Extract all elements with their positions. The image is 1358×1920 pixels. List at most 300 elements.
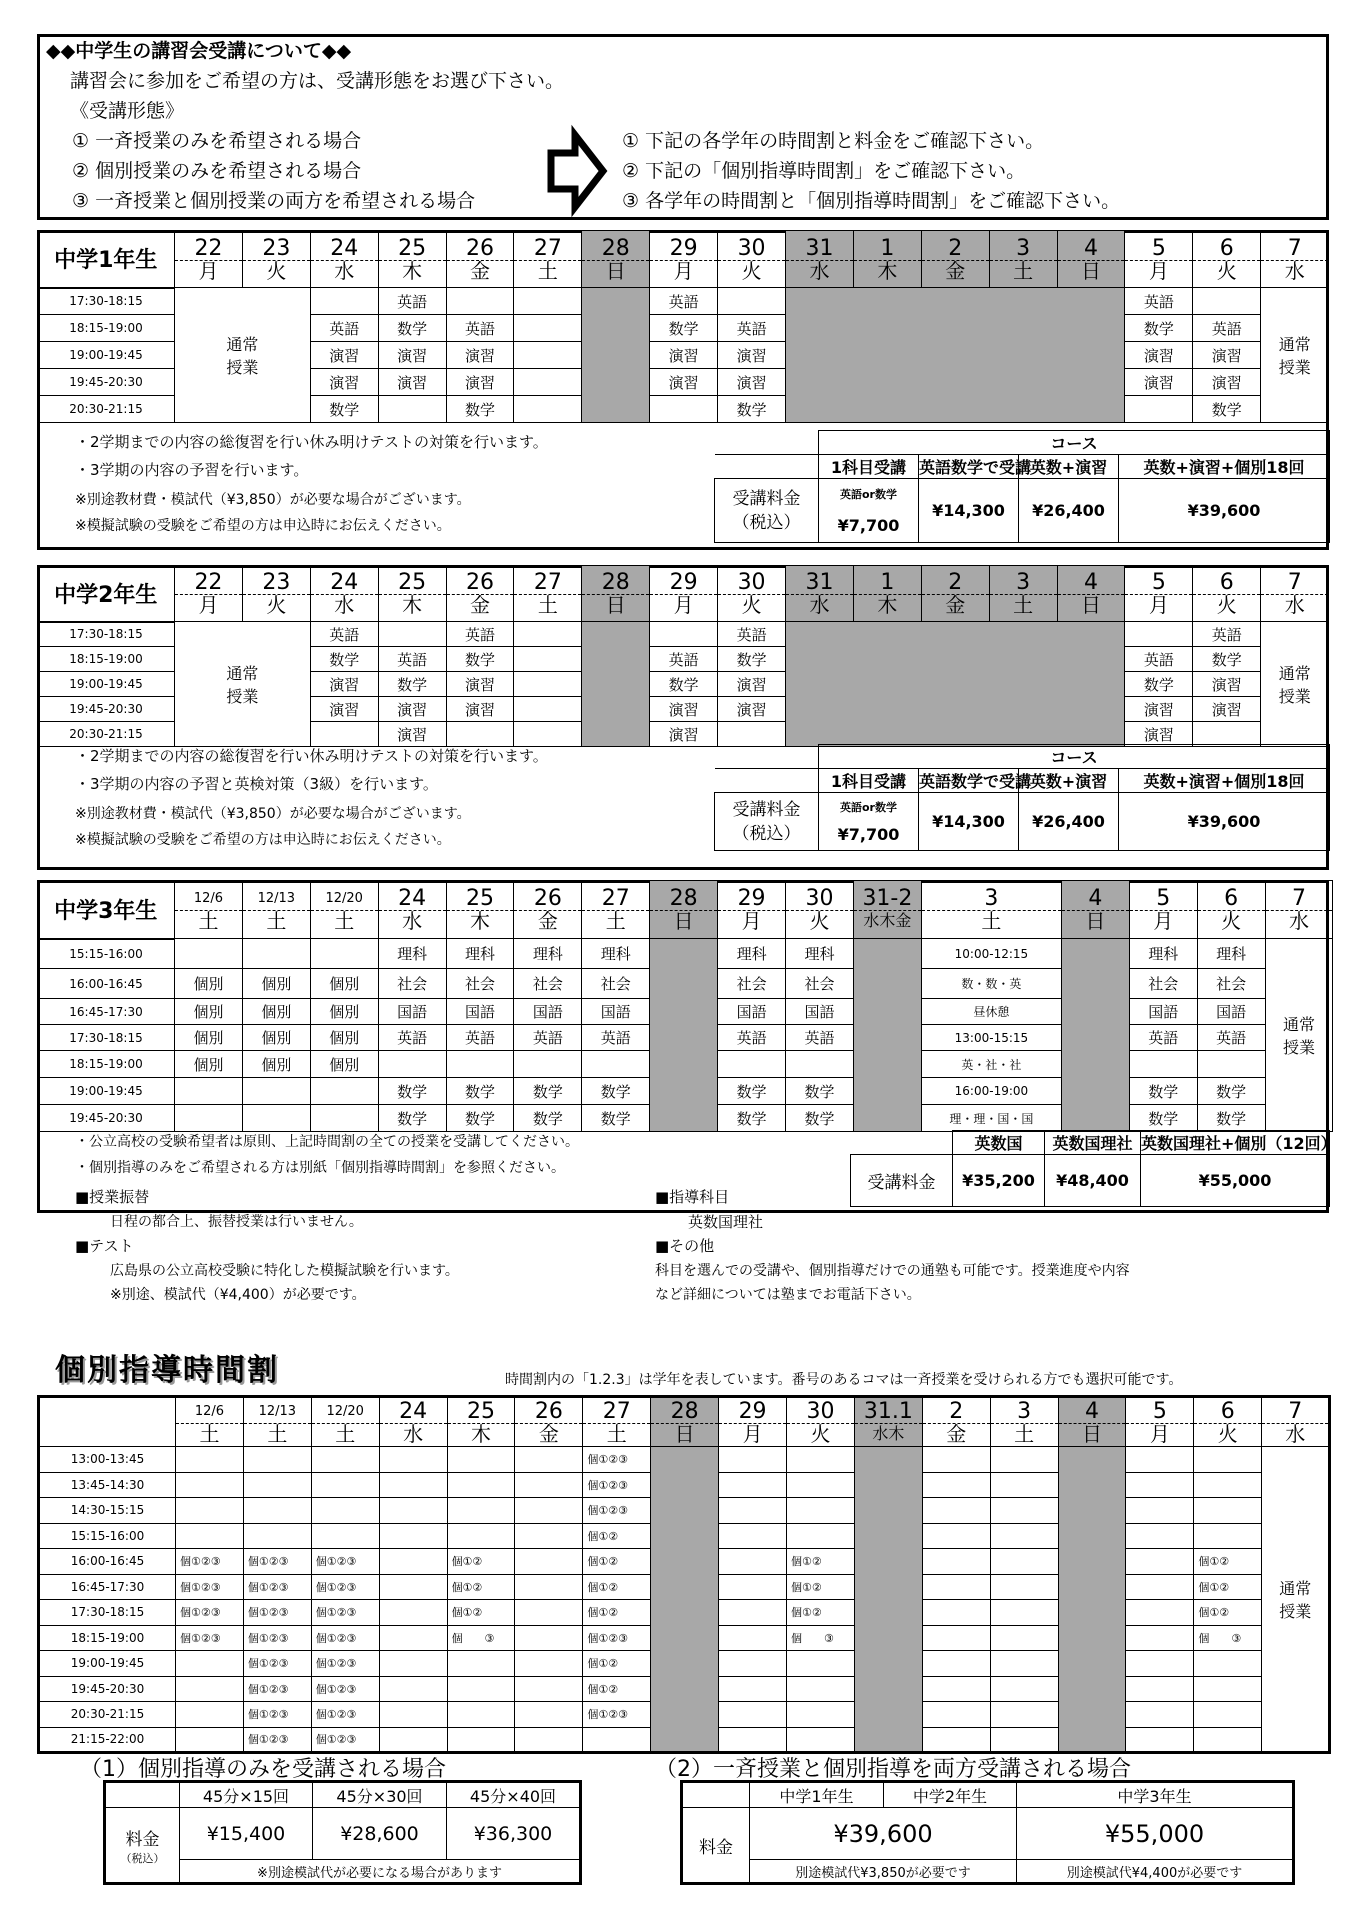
date: 2 [923, 1401, 990, 1424]
kobetsu-slot [787, 1498, 855, 1524]
kobetsu-slot: 個①② [787, 1574, 855, 1600]
special-time: 10:00-12:15 [921, 939, 1061, 969]
kobetsu-slot [719, 1523, 787, 1549]
fee-header: 1科目受講 [819, 455, 919, 479]
fee-value: ¥39,600 [1119, 793, 1330, 851]
kobetsu-slot: 個①② [1194, 1549, 1262, 1575]
kobetsu-slot [922, 1651, 990, 1677]
regular-class: 通常 授業 [175, 288, 311, 423]
kobetsu-slot [1126, 1498, 1194, 1524]
kobetsu-slot: 個①②③ [243, 1651, 311, 1677]
kobetsu-slot [515, 1498, 583, 1524]
kobetsu-slot: 個①②③ [243, 1549, 311, 1575]
kobetsu-slot [922, 1523, 990, 1549]
kobetsu-slot: 個①②③ [311, 1574, 379, 1600]
date: 31-2 [854, 888, 921, 911]
kobetsu-slot [379, 1549, 447, 1575]
kobetsu-slot [176, 1676, 244, 1702]
date: 28 [582, 238, 649, 261]
date: 28 [582, 572, 649, 595]
date: 2 [922, 572, 989, 595]
kobetsu-slot [719, 1498, 787, 1524]
kobetsu-slot [176, 1651, 244, 1677]
date: 24 [380, 1401, 447, 1424]
info-heading-subjects: ■指導科目 [655, 1188, 730, 1206]
date: 1 [854, 238, 921, 261]
date: 4 [1058, 238, 1125, 261]
kobetsu-slot: 個①②③ [243, 1600, 311, 1626]
time-slot: 15:15-16:00 [38, 939, 175, 969]
g3-note-1: ・公立高校の受験希望者は原則、上記時間割の全ての授業を受講してください。 [75, 1134, 579, 1150]
kobetsu-slot: 個 ③ [1194, 1625, 1262, 1651]
kobetsu-slot [1126, 1625, 1194, 1651]
g2-fee-table [714, 744, 1330, 851]
date: 12/13 [243, 888, 310, 911]
day: 木 [877, 258, 898, 283]
date: 30 [718, 572, 785, 595]
kobetsu-slot: 個①② [583, 1651, 651, 1677]
date: 27 [583, 1401, 650, 1424]
date: 28 [650, 888, 717, 911]
kobetsu-slot [1194, 1702, 1262, 1728]
kobetsu-slot [1126, 1549, 1194, 1575]
p2-header: 中学3年生 [1017, 1782, 1294, 1808]
kobetsu-slot [379, 1600, 447, 1626]
kobetsu-slot [1194, 1523, 1262, 1549]
day: 日 [605, 258, 626, 283]
info-transfer: 日程の都合上、振替授業は行いません。 [110, 1214, 363, 1230]
kobetsu-slot [243, 1498, 311, 1524]
special-subjects: 理・理・国・国 [921, 1105, 1061, 1132]
kobetsu-slot [1126, 1702, 1194, 1728]
kobetsu-slot [176, 1523, 244, 1549]
intro-line: 講習会に参加をご希望の方は、受講形態をお選び下さい。 [70, 70, 565, 92]
day: 木 [471, 1421, 491, 1446]
p1-table [103, 1780, 582, 1885]
kobetsu-slot [515, 1651, 583, 1677]
kobetsu-slot [990, 1498, 1058, 1524]
day: 火 [1221, 909, 1242, 933]
date: 5 [1125, 238, 1192, 261]
time-slot: 17:30-18:15 [39, 1600, 176, 1626]
kobetsu-slot [719, 1625, 787, 1651]
date: 3 [922, 888, 1061, 911]
date: 4 [1058, 572, 1125, 595]
form-left-3: ③ 一斉授業と個別授業の両方を希望される場合 [72, 190, 476, 212]
course-header: コース [819, 431, 1330, 455]
time-slot: 20:30-21:15 [38, 396, 175, 423]
date: 12/20 [311, 888, 378, 911]
kobetsu-slot [1194, 1447, 1262, 1473]
kobetsu-slot: 個①② [583, 1574, 651, 1600]
kobetsu-slot: 個①②③ [311, 1651, 379, 1677]
date: 2 [922, 238, 989, 261]
kobetsu-slot [447, 1447, 515, 1473]
date: 25 [379, 572, 446, 595]
regular-class: 通常 授業 [1261, 288, 1329, 423]
day: 日 [1081, 258, 1102, 283]
g1-note-3: ※別途教材費・模試代（¥3,850）が必要な場合がございます。 [75, 492, 471, 508]
kobetsu-slot [1194, 1651, 1262, 1677]
kobetsu-slot [1126, 1676, 1194, 1702]
kobetsu-slot [922, 1625, 990, 1651]
time-slot: 19:45-20:30 [39, 1676, 176, 1702]
kobetsu-slot: 個①②③ [176, 1549, 244, 1575]
p2-note: 別途模試代¥4,400が必要です [1017, 1860, 1294, 1884]
date: 27 [582, 888, 649, 911]
p2-table [680, 1780, 1295, 1885]
fee-header: 英語数学で受講 [919, 769, 1019, 793]
day: 土 [198, 909, 219, 933]
day: 土 [335, 1421, 356, 1446]
date: 23 [243, 572, 310, 595]
day: 火 [810, 1421, 831, 1446]
time-slot: 19:45-20:30 [38, 369, 175, 396]
regular-class: 通常 授業 [175, 622, 311, 747]
day: 水木 [872, 1423, 905, 1443]
date: 26 [515, 1401, 582, 1424]
kobetsu-slot [787, 1523, 855, 1549]
day: 火 [1216, 593, 1237, 617]
date: 22 [175, 572, 242, 595]
kobetsu-slot: 個①②③ [583, 1472, 651, 1498]
day: 月 [1148, 593, 1169, 617]
kobetsu-slot [1126, 1472, 1194, 1498]
kobetsu-slot [1126, 1727, 1194, 1753]
closed-day [1058, 1447, 1126, 1753]
kobetsu-slot [243, 1523, 311, 1549]
date: 29 [650, 572, 717, 595]
kobetsu-slot [379, 1472, 447, 1498]
fee-value: ¥7,700 [837, 825, 900, 844]
fee-value: ¥35,200 [953, 1155, 1045, 1207]
time-slot: 20:30-21:15 [38, 722, 175, 747]
g2-note-1: ・2学期までの内容の総復習を行い休み明けテストの対策を行います。 [75, 747, 548, 765]
kobetsu-slot [1126, 1574, 1194, 1600]
kobetsu-title: 個別指導時間割 [55, 1353, 279, 1388]
day: 木 [402, 258, 423, 283]
day: 木 [402, 593, 423, 617]
kobetsu-slot [787, 1676, 855, 1702]
g1-note-4: ※模擬試験の受験をご希望の方は申込時にお伝えください。 [75, 518, 451, 534]
kobetsu-slot: 個①② [583, 1523, 651, 1549]
info-heading-transfer: ■授業振替 [75, 1188, 150, 1206]
day: 土 [537, 593, 558, 617]
day: 日 [674, 1421, 695, 1446]
kobetsu-slot [787, 1651, 855, 1677]
fee-value: ¥26,400 [1019, 793, 1119, 851]
day: 土 [267, 1421, 288, 1446]
day: 水 [809, 258, 830, 283]
kobetsu-slot [922, 1702, 990, 1728]
kobetsu-slot [990, 1447, 1058, 1473]
kobetsu-slot [515, 1549, 583, 1575]
grade1-schedule: 中学1年生 22 月 23 火 24 水 25 木 26 金 27 土 28 日 29 月 30 火 31 水 1 木 2 金 3 土 4 日 5 月 6 火 7 水 17:30-18:15 通常 授業 英語 英語 英語 通常 授業 18:15-19:00 英語 数学 英語 数学 英語 数学 英語 19:00-19:45 演習 演習 演習 演習 演習 演習 演習 19:45-20:30 演習 演習 演習 演習 演習 演習 演習 20:30-21:15 数学 数学 数学 数学 [37, 230, 1329, 423]
grade3-schedule: 中学3年生 12/6 土 12/13 土 12/20 土 24 水 25 木 26 金 27 土 28 日 29 月 30 火 31-2 水木金 3 土 4 日 5 月 6 火 7 水 15:15-16:00 理科 理科 理科 理科 理科 理科 10:00-12:15 理科 理科 通常 授業 16:00-16:45 個別 個別 個別 社会 社会 社会 社会 社会 社会 数・数・英 社会 社会 16:45-17:30 個別 個別 個別 国語 国語 国語 国語 国語 国語 昼休憩 国語 国語 17:30-18:15 個別 個別 個別 英語 英語 英語 英語 英語 英語 13:00-15:15 英語 英語 18:15-19:00 個別 個別 個別 英・社・社 19:00-19:45 数学 数学 数学 数学 数学 数学 16:00-19:00 数学 数学 19:45-20:30 数学 数学 数学 数学 数学 数学 理・理・国・国 数学 数学 [37, 880, 1333, 1132]
kobetsu-slot [311, 1498, 379, 1524]
fee-header: 英数+演習 [1019, 455, 1119, 479]
kobetsu-slot [719, 1549, 787, 1575]
special-subjects: 英・社・社 [921, 1051, 1061, 1078]
kobetsu-slot [515, 1472, 583, 1498]
date: 24 [379, 888, 446, 911]
date: 6 [1193, 572, 1260, 595]
date: 6 [1194, 1401, 1261, 1424]
kobetsu-slot: 個①②③ [243, 1727, 311, 1753]
date: 7 [1261, 572, 1328, 595]
day: 火 [1216, 258, 1237, 283]
kobetsu-slot [719, 1727, 787, 1753]
kobetsu-slot [719, 1600, 787, 1626]
kobetsu-slot: 個①② [1194, 1600, 1262, 1626]
g2-note-3: ※別途教材費・模試代（¥3,850）が必要な場合がございます。 [75, 806, 471, 822]
date: 24 [311, 572, 378, 595]
date: 7 [1266, 888, 1333, 911]
kobetsu-slot [922, 1676, 990, 1702]
time-slot: 14:30-15:15 [39, 1498, 176, 1524]
kobetsu-slot [379, 1625, 447, 1651]
day: 土 [605, 909, 626, 933]
date: 6 [1198, 888, 1265, 911]
kobetsu-slot: 個①②③ [583, 1447, 651, 1473]
kobetsu-slot: 個①②③ [583, 1498, 651, 1524]
day: 土 [1014, 1421, 1035, 1446]
kobetsu-slot [990, 1574, 1058, 1600]
kobetsu-slot [719, 1574, 787, 1600]
time-slot: 16:45-17:30 [38, 999, 175, 1025]
kobetsu-slot [379, 1702, 447, 1728]
kobetsu-slot [1194, 1727, 1262, 1753]
day: 月 [1149, 1421, 1170, 1446]
p1-note: ※別途模試代が必要になる場合があります [180, 1860, 581, 1884]
day: 金 [945, 593, 966, 617]
date: 5 [1130, 888, 1197, 911]
grade2-title: 中学2年生 [38, 566, 175, 622]
fee-value: ¥14,300 [919, 479, 1019, 543]
date: 12/6 [176, 1401, 243, 1424]
date: 26 [447, 572, 514, 595]
fee-value: ¥39,600 [1119, 479, 1330, 543]
date: 26 [514, 888, 581, 911]
kobetsu-slot [447, 1702, 515, 1728]
kobetsu-slot [311, 1472, 379, 1498]
date: 31.1 [855, 1401, 922, 1424]
p2-title: （2）一斉授業と個別指導を両方受講される場合 [655, 1757, 1131, 1782]
kobetsu-slot [787, 1702, 855, 1728]
p1-title: （1）個別指導のみを受講される場合 [80, 1757, 446, 1782]
date: 24 [311, 238, 378, 261]
date: 5 [1125, 572, 1192, 595]
day: 金 [537, 909, 558, 933]
p2-header: 中学1年生 [750, 1782, 884, 1808]
kobetsu-slot [922, 1549, 990, 1575]
p2-value: ¥55,000 [1017, 1808, 1294, 1860]
day: 木 [877, 593, 898, 617]
fee-value: ¥26,400 [1019, 479, 1119, 543]
kobetsu-slot: 個①②③ [311, 1702, 379, 1728]
kobetsu-slot [379, 1523, 447, 1549]
kobetsu-slot [719, 1702, 787, 1728]
day: 月 [742, 1421, 763, 1446]
day: 月 [673, 593, 694, 617]
kobetsu-slot [515, 1676, 583, 1702]
date: 29 [719, 1401, 786, 1424]
intro-title: ◆◆中学生の講習会受講について◆◆ [46, 40, 352, 62]
info-heading-test: ■テスト [75, 1237, 134, 1255]
kobetsu-slot [719, 1676, 787, 1702]
day: 土 [1013, 593, 1034, 617]
date: 12/20 [312, 1401, 379, 1424]
g2-note-4: ※模擬試験の受験をご希望の方は申込時にお伝えください。 [75, 832, 451, 848]
day: 月 [1148, 258, 1169, 283]
date: 7 [1261, 238, 1328, 261]
grade1-title: 中学1年生 [38, 231, 175, 288]
date: 25 [448, 1401, 515, 1424]
info-heading-other: ■その他 [655, 1237, 715, 1255]
kobetsu-slot [447, 1472, 515, 1498]
day: 日 [1085, 909, 1106, 933]
date: 3 [990, 238, 1057, 261]
kobetsu-slot [447, 1676, 515, 1702]
kobetsu-slot [583, 1727, 651, 1753]
kobetsu-slot [1126, 1523, 1194, 1549]
kobetsu-slot [379, 1498, 447, 1524]
kobetsu-slot [176, 1702, 244, 1728]
g3-note-2: ・個別指導のみをご希望される方は別紙「個別指導時間割」を参照ください。 [75, 1160, 565, 1176]
kobetsu-slot [176, 1727, 244, 1753]
day: 月 [741, 909, 762, 933]
day: 土 [1013, 258, 1034, 283]
date: 29 [718, 888, 785, 911]
day: 日 [605, 593, 626, 617]
time-slot: 18:15-19:00 [38, 315, 175, 342]
kobetsu-slot: 個①②③ [176, 1625, 244, 1651]
day: 土 [266, 909, 287, 933]
kobetsu-slot [922, 1600, 990, 1626]
kobetsu-slot [1194, 1472, 1262, 1498]
p2-label: 料金 [682, 1808, 750, 1884]
kobetsu-slot: 個①②③ [311, 1625, 379, 1651]
kobetsu-slot [990, 1625, 1058, 1651]
kobetsu-slot [990, 1549, 1058, 1575]
kobetsu-slot [1126, 1447, 1194, 1473]
date: 30 [787, 1401, 854, 1424]
fee-header: 英数国 [953, 1131, 1045, 1155]
kobetsu-slot [311, 1523, 379, 1549]
p1-sub: （税込） [120, 1851, 165, 1865]
grade3-title: 中学3年生 [38, 881, 175, 939]
date: 23 [243, 238, 310, 261]
day: 月 [198, 258, 219, 283]
kobetsu-slot [311, 1447, 379, 1473]
day: 火 [741, 593, 762, 617]
date: 27 [514, 238, 581, 261]
date: 30 [786, 888, 853, 911]
kobetsu-slot [379, 1727, 447, 1753]
time-slot: 21:15-22:00 [39, 1727, 176, 1753]
g1-fee-table [714, 430, 1330, 543]
kobetsu-slot [719, 1447, 787, 1473]
day: 金 [946, 1421, 967, 1446]
fee-label: 受講料金 （税込） [715, 793, 819, 851]
kobetsu-slot [515, 1447, 583, 1473]
kobetsu-slot: 個①② [447, 1574, 515, 1600]
fee-header: 英数+演習+個別18回 [1119, 769, 1330, 793]
date: 4 [1059, 1401, 1126, 1424]
kobetsu-slot: 個①②③ [176, 1574, 244, 1600]
kobetsu-slot: 個①②③ [243, 1702, 311, 1728]
kobetsu-slot: 個①②③ [243, 1574, 311, 1600]
fee-sub: 英語or数学 [840, 488, 897, 501]
time-slot: 18:15-19:00 [38, 647, 175, 672]
kobetsu-slot: 個①② [787, 1549, 855, 1575]
kobetsu-slot [515, 1727, 583, 1753]
kobetsu-slot [515, 1523, 583, 1549]
time-slot: 19:00-19:45 [38, 342, 175, 369]
fee-header: 英語数学で受講 [919, 455, 1019, 479]
day: 火 [809, 909, 830, 933]
kobetsu-slot [922, 1574, 990, 1600]
day: 土 [199, 1421, 220, 1446]
kobetsu-slot [922, 1472, 990, 1498]
day: 火 [266, 258, 287, 283]
time-slot: 18:15-19:00 [39, 1625, 176, 1651]
course-header: コース [819, 745, 1330, 769]
kobetsu-slot [515, 1600, 583, 1626]
date: 5 [1126, 1401, 1193, 1424]
kobetsu-slot [515, 1574, 583, 1600]
p2-value: ¥39,600 [750, 1808, 1017, 1860]
info-other-1: 科目を選んでの受講や、個別指導だけでの通塾も可能です。授業進度や内容 [655, 1263, 1130, 1279]
day: 木 [470, 909, 490, 933]
kobetsu-slot: 個①②③ [176, 1600, 244, 1626]
date: 29 [650, 238, 717, 261]
kobetsu-slot: 個①② [447, 1600, 515, 1626]
kobetsu-slot: 個①② [1194, 1574, 1262, 1600]
kobetsu-slot [990, 1472, 1058, 1498]
fee-value: ¥7,700 [837, 516, 900, 535]
g1-note-2: ・3学期の内容の予習を行います。 [75, 461, 309, 479]
p2-header: 中学2年生 [884, 1782, 1017, 1808]
kobetsu-slot: 個①② [583, 1549, 651, 1575]
grade2-schedule: 中学2年生 22 月 23 火 24 水 25 木 26 金 27 土 28 日 29 月 30 火 31 水 1 木 2 金 3 土 4 日 5 月 6 火 7 水 17:30-18:15 通常 授業 英語 英語 英語 英語 通常 授業 18:15-19:00 数学 英語 数学 英語 数学 英語 数学 19:00-19:45 演習 数学 演習 数学 演習 数学 演習 19:45-20:30 演習 演習 演習 演習 演習 演習 演習 20:30-21:15 演習 演習 演習 [37, 565, 1329, 747]
info-test-1: 広島県の公立高校受験に特化した模擬試験を行います。 [110, 1263, 459, 1279]
fee-header: 1科目受講 [819, 769, 919, 793]
day: 水 [1284, 593, 1305, 617]
fee-header: 英数国理社 [1045, 1131, 1141, 1155]
info-subjects: 英数国理社 [688, 1213, 764, 1231]
day: 金 [945, 258, 966, 283]
day: 月 [673, 258, 694, 283]
day: 土 [537, 258, 558, 283]
form-right-3: ③ 各学年の時間割と「個別指導時間割」をご確認下さい。 [622, 190, 1121, 212]
closed-day [854, 1447, 922, 1753]
time-slot: 20:30-21:15 [39, 1702, 176, 1728]
kobetsu-slot: 個①②③ [243, 1676, 311, 1702]
fee-label: 受講料金 （税込） [715, 479, 819, 543]
kobetsu-slot [990, 1702, 1058, 1728]
date: 31 [786, 238, 853, 261]
kobetsu-slot [447, 1498, 515, 1524]
p1-header: 45分×15回 [180, 1782, 313, 1808]
p1-value: ¥15,400 [180, 1808, 313, 1860]
kobetsu-slot: 個①②③ [311, 1727, 379, 1753]
kobetsu-slot [379, 1574, 447, 1600]
time-slot: 17:30-18:15 [38, 622, 175, 647]
time-slot: 17:30-18:15 [38, 288, 175, 315]
fee-header: 英数+演習 [1019, 769, 1119, 793]
fee-value: ¥55,000 [1141, 1155, 1330, 1207]
